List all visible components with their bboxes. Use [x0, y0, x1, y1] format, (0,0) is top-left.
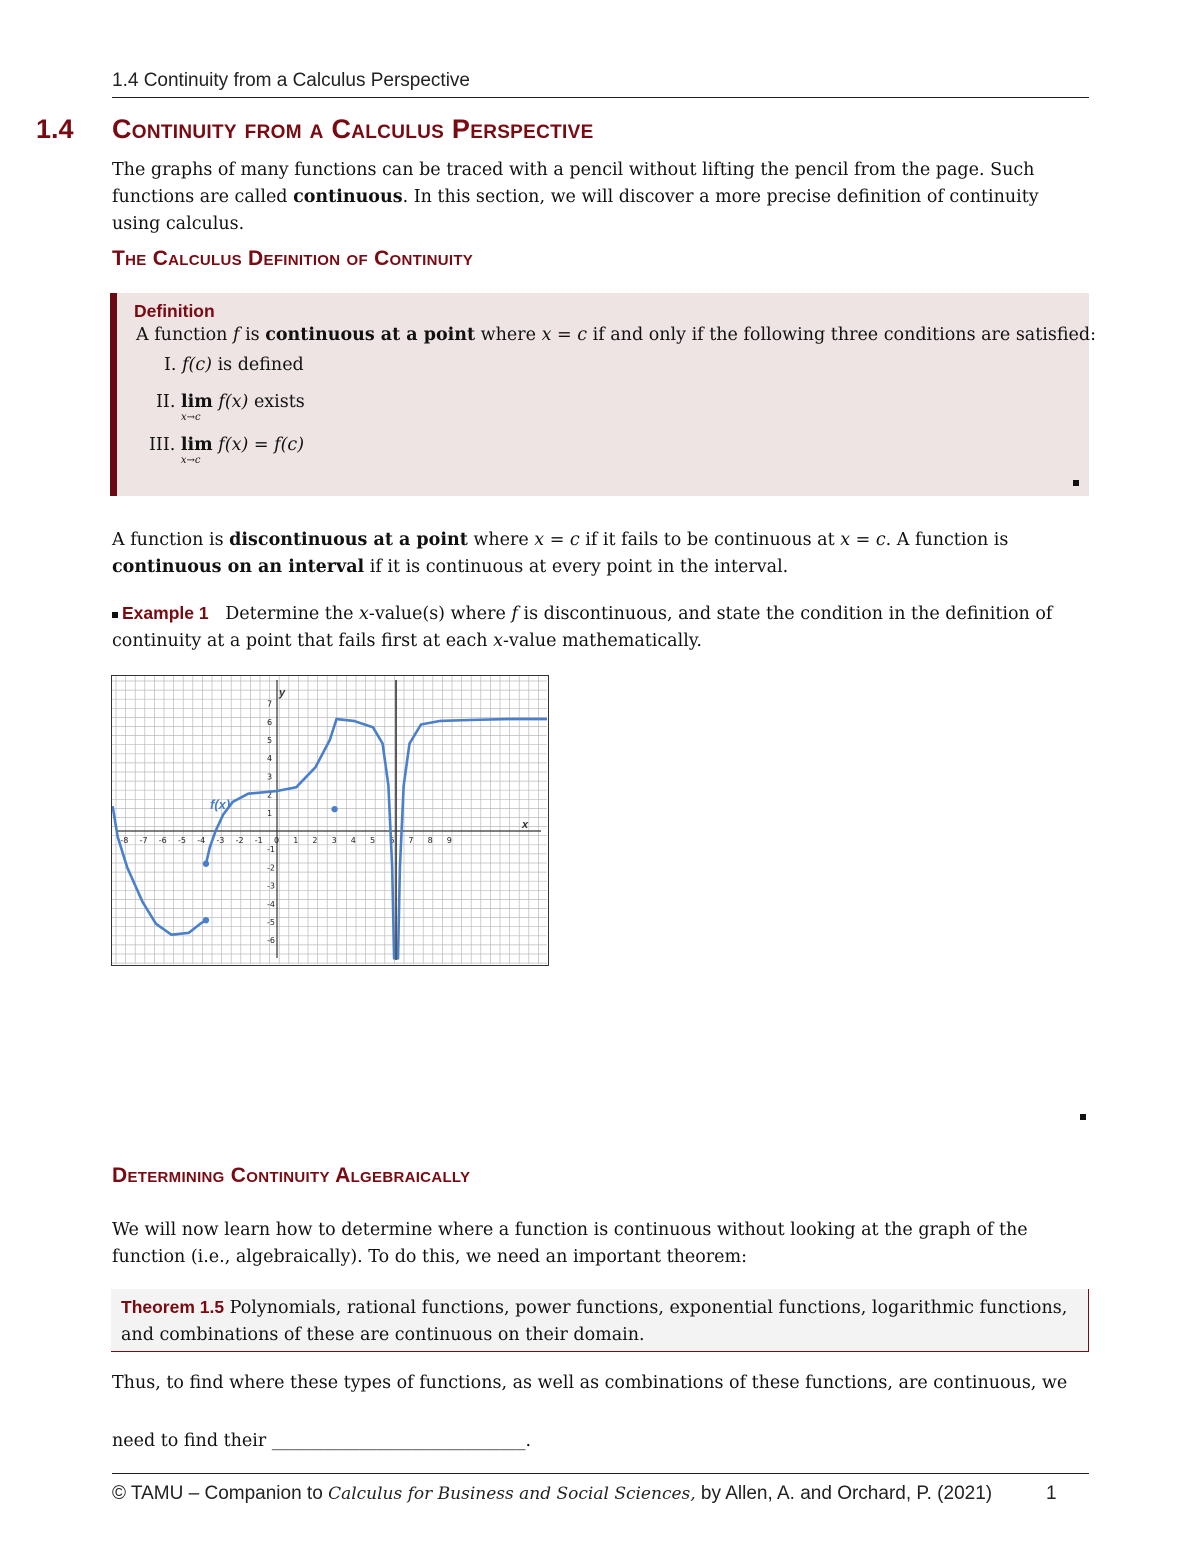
fill-in-blank-line: need to find their _____________________________. [112, 1431, 532, 1451]
x-tick-label: -3 [216, 836, 225, 845]
x-tick-label: 1 [293, 836, 299, 845]
y-tick-label: -2 [267, 863, 275, 873]
x-tick-label: 6 [389, 836, 395, 845]
section-title: Continuity from a Calculus Perspective [112, 114, 594, 144]
x-tick-label: -7 [139, 836, 148, 845]
intro-paragraph: The graphs of many functions can be traced with a pencil without lifting the pencil from the page. Such functions are called continuous. In this section, we will discover a more precise definition of continuity using calculus. [112, 160, 1039, 234]
x-tick-label: 3 [331, 836, 337, 845]
definition-box [110, 293, 1096, 496]
y-tick-label: 5 [267, 736, 273, 745]
x-tick-label: 4 [350, 836, 356, 845]
definition-lead: A function f is continuous at a point where x = c if and only if the following three conditions are satisfied: [136, 325, 1096, 345]
y-tick-label: 6 [267, 717, 273, 727]
x-tick-label: 7 [408, 836, 414, 845]
discontinuity-paragraph: A function is discontinuous at a point where x = c if it fails to be continuous at x = c. A function is continuous on an interval if it is continuous at every point in the interval. [112, 530, 1009, 577]
thus-paragraph: Thus, to find where these types of functions, as well as combinations of these functions, are continuous, we [112, 1373, 1068, 1393]
x-tick-label: -8 [120, 836, 129, 845]
y-tick-label: 7 [267, 699, 273, 709]
intro-bold-term: continuous [293, 187, 403, 207]
y-tick-label: 4 [267, 754, 273, 764]
graph-point [203, 861, 209, 867]
page-number: 1 [1046, 1483, 1057, 1504]
theorem-box [111, 1289, 1089, 1352]
condition-3: III. lim x→c f(x) = f(c) [149, 435, 305, 466]
subsection-title-algebraic: Determining Continuity Algebraically [112, 1164, 471, 1187]
x-tick-label: -5 [178, 836, 186, 845]
example-end-marker [1080, 1114, 1086, 1120]
graph-axes [116, 680, 541, 960]
graph-canvas [112, 676, 547, 964]
x-tick-label: 2 [312, 836, 318, 845]
graph-point [203, 917, 209, 923]
y-tick-label: 2 [267, 790, 273, 800]
y-tick-label: 3 [267, 772, 273, 782]
x-tick-label: 9 [446, 836, 452, 845]
x-axis-label: x [522, 819, 529, 831]
condition-1: I. f(c) is defined [164, 355, 304, 375]
y-tick-label: 1 [267, 808, 273, 818]
definition-end-marker [1073, 480, 1079, 486]
y-tick-label: -5 [267, 918, 275, 927]
x-tick-label: -6 [158, 836, 167, 845]
theorem-label: Theorem 1.5 [121, 1297, 225, 1317]
example-1: Example 1 Determine the x-value(s) where f is discontinuous, and state the condition in the definition of continuity at a point that fails first at each x-value mathematically. [112, 603, 1053, 651]
answer-blank[interactable]: _____________________________ [271, 1431, 526, 1451]
y-tick-label: -3 [267, 881, 275, 891]
subsection-title-definition: The Calculus Definition of Continuity [112, 247, 474, 270]
theorem-text: Theorem 1.5 Polynomials, rational functions, power functions, exponential functions, logarithmic functions, and combinations of these are continuous on their domain. [121, 1297, 1068, 1345]
definition-body [136, 325, 1096, 466]
graph-point [331, 806, 337, 812]
footer-rule [112, 1473, 1089, 1474]
x-tick-label: 5 [370, 836, 376, 845]
header-rule [112, 97, 1089, 98]
footer-citation: © TAMU – Companion to Calculus for Business and Social Sciences, by Allen, A. and Orchard, P. (2021) [112, 1483, 993, 1504]
definition-title: Definition [134, 301, 215, 321]
y-tick-label: -4 [267, 899, 275, 909]
x-tick-label: -2 [235, 836, 244, 845]
function-graph [111, 675, 549, 966]
y-tick-label: -1 [267, 845, 275, 855]
function-label: f(x) [210, 797, 231, 812]
algebra-paragraph: We will now learn how to determine where a function is continuous without looking at the graph of the function (i.e., algebraically). To do this, we need an important theorem: [112, 1220, 1028, 1267]
x-tick-label: -1 [254, 836, 263, 845]
example-label: Example 1 [122, 603, 209, 623]
example-marker [112, 612, 118, 618]
y-axis-label: y [279, 687, 286, 699]
x-tick-label: -4 [197, 836, 206, 845]
section-number: 1.4 [36, 114, 74, 144]
x-tick-label: 8 [427, 836, 433, 845]
running-head: 1.4 Continuity from a Calculus Perspective [112, 70, 470, 91]
x-tick-label: 0 [274, 836, 280, 845]
y-tick-label: -6 [267, 936, 275, 946]
curve-segment-right [398, 719, 547, 958]
condition-2: II. lim x→c f(x) exists [156, 392, 305, 423]
